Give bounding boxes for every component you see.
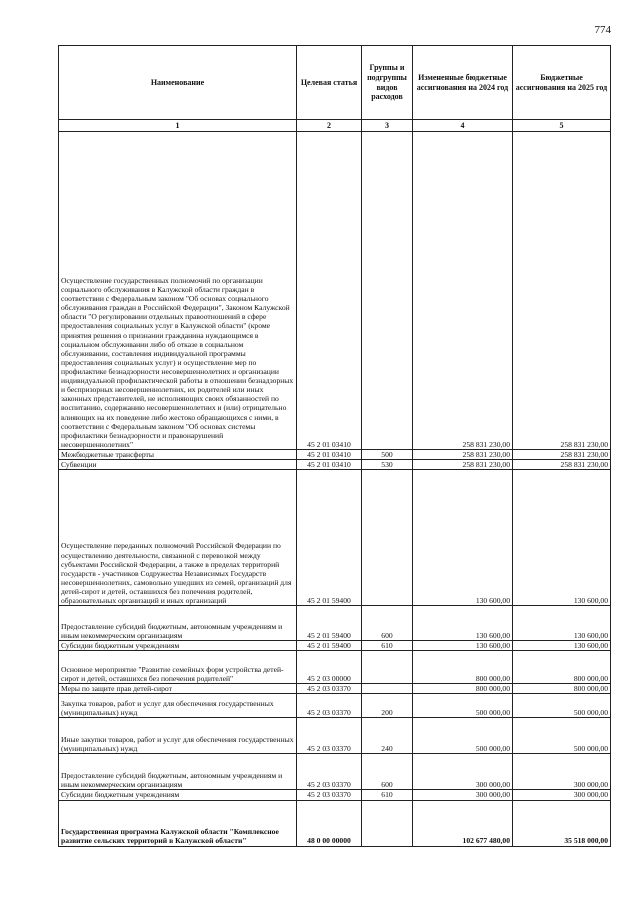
table-row bbox=[59, 684, 611, 694]
row-expense-group: 200 bbox=[362, 694, 413, 718]
row-amount-2025: 130 600,00 bbox=[513, 641, 611, 651]
row-amount-2024: 258 831 230,00 bbox=[413, 460, 513, 470]
row-target-article: 45 2 01 03410 bbox=[297, 450, 362, 460]
table-row bbox=[59, 718, 611, 754]
table-row bbox=[59, 132, 611, 450]
row-expense-group: 610 bbox=[362, 641, 413, 651]
row-name: Осуществление переданных полномочий Российской Федерации по осуществлению деятельности, связанной с перевозкой между субъектами Российской Федерации, а также в пределах территорий государств - участников Содружества Независимых Государств несовершеннолетних, самовольно ушедших из семей, организаций для детей-сирот и детей, оставшихся без попечения родителей, образовательных организаций и иных организаций bbox=[59, 470, 297, 606]
row-amount-2024: 800 000,00 bbox=[413, 651, 513, 684]
column-number: 1 bbox=[59, 120, 297, 132]
row-amount-2024: 130 600,00 bbox=[413, 606, 513, 641]
table-row bbox=[59, 694, 611, 718]
column-number: 5 bbox=[513, 120, 611, 132]
row-amount-2024: 258 831 230,00 bbox=[413, 450, 513, 460]
row-target-article: 45 2 01 03410 bbox=[297, 132, 362, 450]
row-name: Государственная программа Калужской области "Комплексное развитие сельских территорий в Калужской области" bbox=[59, 800, 297, 846]
row-target-article: 45 2 03 00000 bbox=[297, 651, 362, 684]
row-name: Субсидии бюджетным учреждениям bbox=[59, 641, 297, 651]
row-target-article: 45 2 03 03370 bbox=[297, 754, 362, 790]
table-row bbox=[59, 641, 611, 651]
row-name: Осуществление государственных полномочий по организации социального обслуживания в Калужской области граждан в соответствии с Федеральным законом "Об основах социального обслуживания граждан в Российской Федерации", Законом Калужской области "О регулировании отдельных правоотношений в сфере предоставления социальных услуг в Калужской области" (кроме принятия решения о признании гражданина нуждающимся в социальном обслуживании либо об отказе в социальном обслуживании, составления индивидуальной программы предоставления социальных услуг) и осуществление мер по профилактике безнадзорности несовершеннолетних и организации индивидуальной профилактической работы в отношении безнадзорных и беспризорных несовершеннолетних, их родителей или иных законных представителей, не исполняющих своих обязанностей по воспитанию, содержанию несовершеннолетних и (или) отрицательно влияющих на их поведение либо жестоко обращающихся с ними, в соответствии с Федеральным законом "Об основах системы профилактики безнадзорности и правонарушений несовершеннолетних" bbox=[59, 132, 297, 450]
row-expense-group: 240 bbox=[362, 718, 413, 754]
column-number: 3 bbox=[362, 120, 413, 132]
row-name: Межбюджетные трансферты bbox=[59, 450, 297, 460]
row-expense-group: 530 bbox=[362, 460, 413, 470]
row-amount-2024: 130 600,00 bbox=[413, 641, 513, 651]
row-expense-group: 500 bbox=[362, 450, 413, 460]
header-target-article: Целевая статья bbox=[297, 46, 362, 120]
row-amount-2025: 258 831 230,00 bbox=[513, 450, 611, 460]
table-row bbox=[59, 790, 611, 800]
row-amount-2025: 800 000,00 bbox=[513, 651, 611, 684]
row-target-article: 45 2 01 03410 bbox=[297, 460, 362, 470]
column-number: 4 bbox=[413, 120, 513, 132]
row-amount-2025: 35 518 000,00 bbox=[513, 800, 611, 846]
row-amount-2025: 130 600,00 bbox=[513, 470, 611, 606]
row-name: Иные закупки товаров, работ и услуг для обеспечения государственных (муниципальных) нужд bbox=[59, 718, 297, 754]
row-name: Субвенции bbox=[59, 460, 297, 470]
row-amount-2025: 258 831 230,00 bbox=[513, 460, 611, 470]
row-target-article: 45 2 01 59400 bbox=[297, 641, 362, 651]
row-expense-group bbox=[362, 470, 413, 606]
row-amount-2024: 500 000,00 bbox=[413, 718, 513, 754]
row-target-article: 48 0 00 00000 bbox=[297, 800, 362, 846]
table-row bbox=[59, 800, 611, 846]
table-header-row bbox=[59, 46, 611, 120]
row-amount-2024: 102 677 480,00 bbox=[413, 800, 513, 846]
row-name: Предоставление субсидий бюджетным, автономным учреждениям и иным некоммерческим организациям bbox=[59, 606, 297, 641]
row-amount-2025: 130 600,00 bbox=[513, 606, 611, 641]
row-name: Закупка товаров, работ и услуг для обеспечения государственных (муниципальных) нужд bbox=[59, 694, 297, 718]
row-amount-2025: 800 000,00 bbox=[513, 684, 611, 694]
row-name: Меры по защите прав детей-сирот bbox=[59, 684, 297, 694]
header-amount-2025: Бюджетные ассигнования на 2025 год bbox=[513, 46, 611, 120]
row-expense-group bbox=[362, 684, 413, 694]
row-target-article: 45 2 01 59400 bbox=[297, 606, 362, 641]
row-amount-2025: 500 000,00 bbox=[513, 694, 611, 718]
row-target-article: 45 2 01 59400 bbox=[297, 470, 362, 606]
row-target-article: 45 2 03 03370 bbox=[297, 718, 362, 754]
page-number: 774 bbox=[594, 24, 611, 36]
table-row bbox=[59, 470, 611, 606]
column-number: 2 bbox=[297, 120, 362, 132]
table-row bbox=[59, 754, 611, 790]
column-number-row bbox=[59, 120, 611, 132]
row-amount-2025: 258 831 230,00 bbox=[513, 132, 611, 450]
row-name: Основное мероприятие "Развитие семейных форм устройства детей-сирот и детей, оставшихся без попечения родителей" bbox=[59, 651, 297, 684]
row-amount-2024: 258 831 230,00 bbox=[413, 132, 513, 450]
row-amount-2024: 300 000,00 bbox=[413, 754, 513, 790]
row-amount-2024: 300 000,00 bbox=[413, 790, 513, 800]
row-amount-2025: 300 000,00 bbox=[513, 790, 611, 800]
header-name: Наименование bbox=[59, 46, 297, 120]
table-row bbox=[59, 606, 611, 641]
row-expense-group: 610 bbox=[362, 790, 413, 800]
row-amount-2024: 130 600,00 bbox=[413, 470, 513, 606]
table-row bbox=[59, 450, 611, 460]
row-expense-group bbox=[362, 800, 413, 846]
row-target-article: 45 2 03 03370 bbox=[297, 694, 362, 718]
row-amount-2024: 500 000,00 bbox=[413, 694, 513, 718]
row-expense-group: 600 bbox=[362, 754, 413, 790]
row-target-article: 45 2 03 03370 bbox=[297, 790, 362, 800]
row-expense-group bbox=[362, 132, 413, 450]
header-expense-groups: Группы и подгруппы видов расходов bbox=[362, 46, 413, 120]
row-name: Субсидии бюджетным учреждениям bbox=[59, 790, 297, 800]
table-row bbox=[59, 460, 611, 470]
header-amount-2024: Измененные бюджетные ассигнования на 2024 год bbox=[413, 46, 513, 120]
row-amount-2024: 800 000,00 bbox=[413, 684, 513, 694]
table-row bbox=[59, 651, 611, 684]
row-name: Предоставление субсидий бюджетным, автономным учреждениям и иным некоммерческим организациям bbox=[59, 754, 297, 790]
row-amount-2025: 300 000,00 bbox=[513, 754, 611, 790]
row-target-article: 45 2 03 03370 bbox=[297, 684, 362, 694]
row-expense-group bbox=[362, 651, 413, 684]
budget-table bbox=[58, 45, 611, 847]
row-expense-group: 600 bbox=[362, 606, 413, 641]
row-amount-2025: 500 000,00 bbox=[513, 718, 611, 754]
